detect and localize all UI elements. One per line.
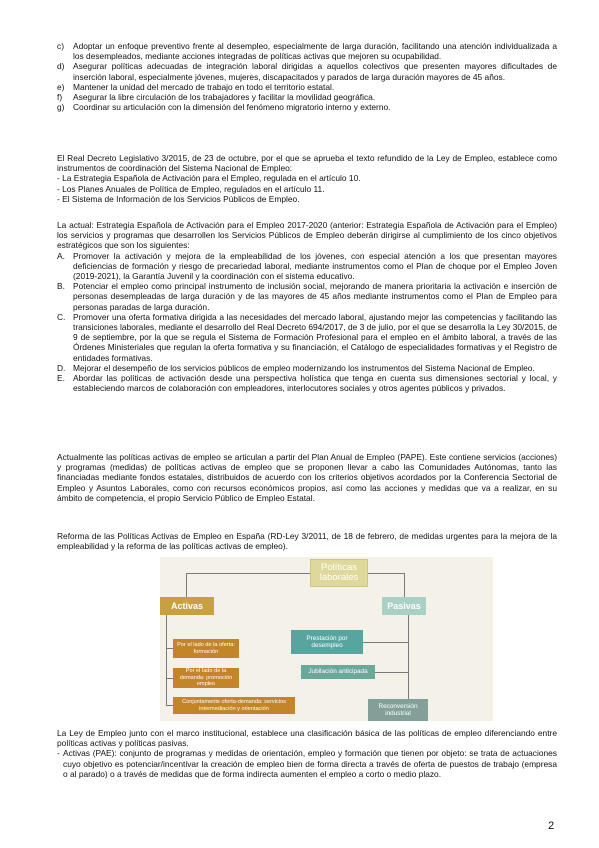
list-item: - Los Planes Anuales de Política de Empleo, regulados en el artículo 11. [57, 183, 325, 194]
pape-paragraph: Actualmente las políticas activas de empleo se articulan a partir del Plan Anual de Empleo (PAPE). Este contiene servicios (acciones) y programas (medidas) de políticas activas de empleo que se proponen llevar a cabo las Comunidades Autónomas, tanto las financiadas mediante fondos estatales, distribuidos de acuerdo con los criterios objetivos acordados por la Conferencia Sectorial de Empleo y Asuntos Laborales, como con recursos económicos propios, así como las acciones y medidas que va a realizar, en su ámbito de competencia, el propio Servicio Público de Empleo Estatal. [57, 452, 557, 503]
list-item: C. Promover una oferta formativa dirigida a las necesidades del mercado laboral, ajustando mejor las competencias y facilitando las transiciones laborales, mediante el desarrollo del Real Decreto 694/2017, de 3 de julio, por el que se desarrolla la Ley 30/2015, de 9 de septiembre, por la que se regula el Sistema de Formación Profesional para el empleo en el ámbito laboral, a través de las Órdenes Ministeriales que regulan la oferta formativa y su financiación, el Catálogo de especialidades formativas y el Registro de entidades formativas. [57, 311, 557, 363]
pasivas-item-node: Jubilación anticipada [301, 665, 375, 679]
objectives-list [57, 41, 557, 112]
connector-line [166, 615, 167, 706]
connector-line [368, 573, 404, 574]
reform-paragraph: Reforma de las Políticas Activas de Empleo en España (RD-Ley 3/2011, de 18 de febrero, de medidas urgentes para la mejora de la empleabilidad y la reforma de las políticas activas de empleo). [57, 531, 557, 552]
list-item: - Activas (PAE): conjunto de programas y medidas de orientación, empleo y formación que tienen por objeto: se trata de actuaciones cuyo objetivo es potenciar/incentivar la creación de empleo bien de forma directa a través de oferta de puestos de trabajo (empresa o al parado) o a través de medidas que de forma indirecta aumenten el empleo a corto o medio plazo. [57, 748, 557, 779]
list-item: - El Sistema de Información de los Servicios Públicos de Empleo. [57, 193, 300, 204]
strategy-paragraph: La actual: Estrategia Española de Activación para el Empleo 2017-2020 (anterior: Estrategia Española de Activación para el Empleo) los servicios y programas que desarrollen los Servicios Públicos de Empleo deberán dirigirse al cumplimiento de los cinco objetivos estratégicos que son los siguientes: A. Promover la activación y mejora de la empleabilidad de los jóvenes, con especial atención a los que presentan mayores deficiencias de formación y riesgo de precariedad laboral, mediante instrumentos como el Plan de choque por el Empleo Joven (2019-2021), la Garantía Juvenil y la coordinación con el sistema educativo. B. Potenciar el empleo como principal instrumento de inclusión social, mejorando de manera prioritaria la activación e inserción de personas desempleadas de larga duración y de las mayores de 45 años mediante instrumentos como el Plan de Empleo para personas paradas de larga duración. C. Promover una oferta formativa dirigida a las necesidades del mercado laboral, ajustando mejor las competencias y facilitando las transiciones laborales, mediante el desarrollo del Real Decreto 694/2017, de 3 de julio, por el que se desarrolla la Ley 30/2015, de 9 de septiembre, por la que se regula el Sistema de Formación Profesional para el empleo en el ámbito laboral, a través de las Órdenes Ministeriales que regulan la oferta formativa y su financiación, el Catálogo de especialidades formativas y el Registro de entidades formativas. D. Mejorar el desempeño de los servicios públicos de empleo modernizando los instrumentos del Sistema Nacional de Empleo. E. Abordar las políticas de activación desde una perspectiva holística que tenga en cuenta sus dimensiones sectorial y local, y estableciendo marcos de colaboración con empleadores, interlocutores sociales y otros agentes públicos y privados. [57, 220, 557, 394]
connector-line [186, 573, 187, 597]
root-node: Políticas laborales [310, 559, 368, 587]
connector-line [186, 573, 310, 574]
list-item: - La Estrategia Española de Activación para el Empleo, regulada en el artículo 10. [57, 173, 361, 184]
page-number: 2 [548, 820, 555, 832]
connector-line [375, 672, 408, 673]
ley-paragraph: La Ley de Empleo junto con el marco institucional, establece una clasificación básica de las políticas de empleo diferenciando entre políticas activas y políticas pasivas. - Activas (PAE): conjunto de programas y medidas de orientación, empleo y formación que tienen por objeto: se trata de actuaciones cuyo objetivo es potenciar/incentivar la creación de empleo bien de forma directa a través de oferta de puestos de trabajo (empresa o al parado) o a través de medidas que de forma indirecta aumenten el empleo a corto o medio plazo. [57, 728, 557, 779]
list-item: E. Abordar las políticas de activación desde una perspectiva holística que tenga en cuenta sus dimensiones sectorial y local, y estableciendo marcos de colaboración con empleadores, interlocutores sociales y otros agentes públicos y privados. [57, 373, 557, 394]
list-item: D. Mejorar el desempeño de los servicios públicos de empleo modernizando los instrumentos del Sistema Nacional de Empleo. [57, 362, 535, 373]
rdl-paragraph: El Real Decreto Legislativo 3/2015, de 23 de octubre, por el que se aprueba el texto refundido de la Ley de Empleo, establece como instrumentos de coordinación del Sistema Nacional de Empleo: - La Estrategia Española de Activación para el Empleo, regulada en el artículo 10. - Los Planes Anuales de Política de Empleo, regulados en el artículo 11. - El Sistema de Información de los Servicios Públicos de Empleo. [57, 153, 557, 204]
list-item: f) Asegurar la libre circulación de los trabajadores y facilitar la movilidad geográfica. [57, 92, 376, 103]
connector-line [166, 678, 173, 679]
activas-item-node: Por el lado de la oferta: formación [173, 639, 239, 658]
connector-line [408, 615, 409, 699]
connector-line [166, 705, 173, 706]
list-item: e) Mantener la unidad del mercado de trabajo en todo el territorio estatal. [57, 81, 335, 92]
pasivas-item-node: Prestación por desempleo [291, 630, 363, 654]
list-item: c) Adoptar un enfoque preventivo frente al desempleo, especialmente de larga duración, facilitando una atención individualizada a los desempleados, mediante acciones integradas de políticas activas que mejoren su ocupabilidad. [57, 41, 557, 62]
connector-line [363, 642, 408, 643]
list-item: d) Asegurar políticas adecuadas de integración laboral dirigidas a aquellos colectivos que presenten mayores dificultades de inserción laboral, especialmente jóvenes, mujeres, discapacitados y parados de larga duración mayores de 45 años. [57, 61, 557, 82]
activas-node: Activas [160, 597, 214, 615]
list-item: A. Promover la activación y mejora de la empleabilidad de los jóvenes, con especial atención a los que presentan mayores deficiencias de formación y riesgo de precariedad laboral, mediante instrumentos como el Plan de choque por el Empleo Joven (2019-2021), la Garantía Juvenil y la coordinación con el sistema educativo. [57, 250, 557, 282]
labor-policies-diagram [160, 557, 493, 721]
pasivas-item-node: Reconversión industrial [368, 699, 428, 721]
list-item: B. Potenciar el empleo como principal instrumento de inclusión social, mejorando de manera prioritaria la activación e inserción de personas desempleadas de larga duración y de las mayores de 45 años mediante instrumentos como el Plan de Empleo para personas paradas de larga duración. [57, 281, 557, 312]
list-item: g) Coordinar su articulación con la dimensión del fenómeno migratorio interno y externo. [57, 102, 391, 113]
activas-item-node: Por el lado de la demanda: promoción empleo [173, 668, 239, 688]
connector-line [404, 573, 405, 597]
pasivas-node: Pasivas [382, 597, 426, 615]
activas-item-node: Conjuntamente oferta-demanda: servicios intermediación y orientación [173, 697, 295, 714]
connector-line [166, 648, 173, 649]
